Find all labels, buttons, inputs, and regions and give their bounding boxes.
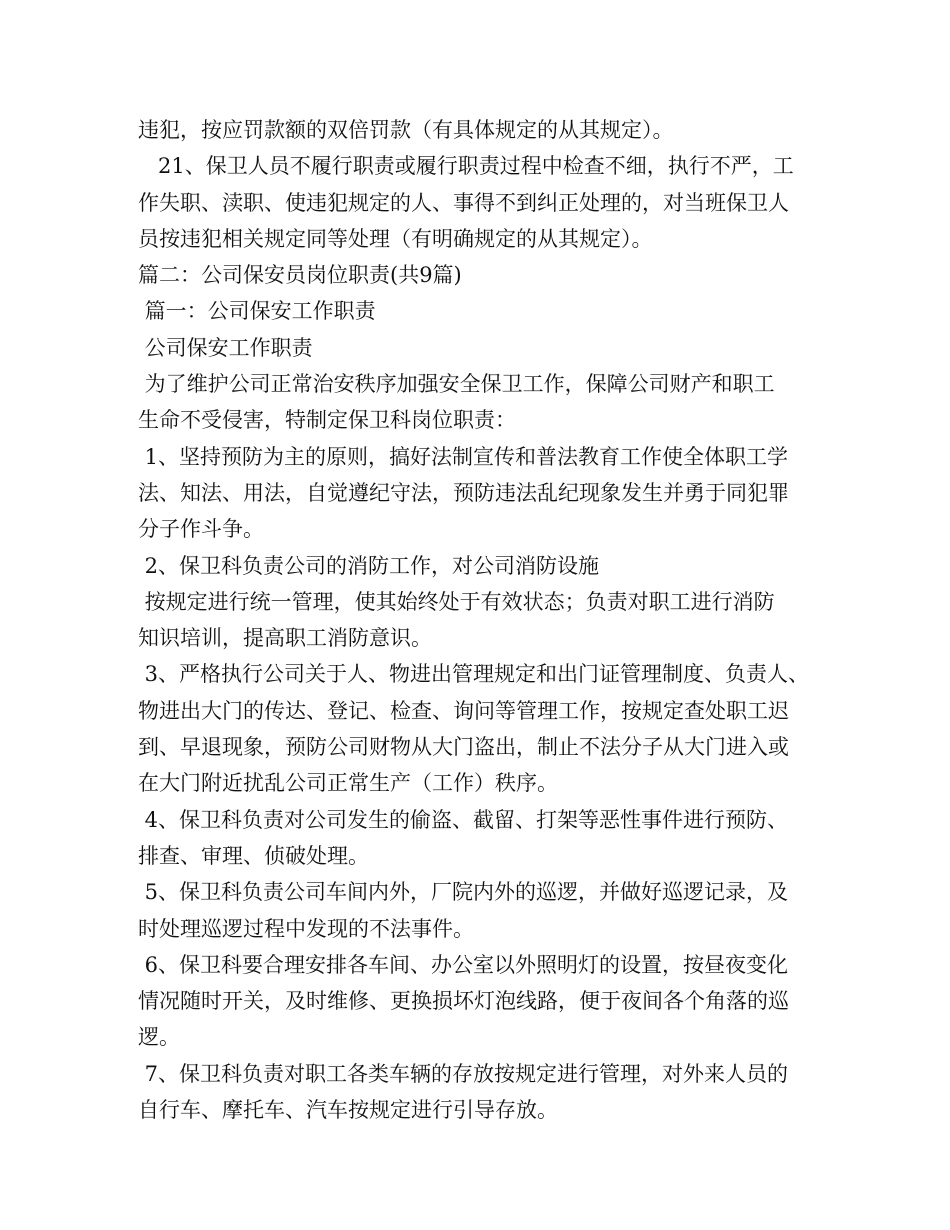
text-line: 时处理巡逻过程中发现的不法事件。 — [138, 916, 474, 941]
section-heading: 篇二：公司保安员岗位职责(共9篇) — [138, 263, 462, 288]
text-line: 员按违犯相关规定同等处理（有明确规定的从其规定）。 — [138, 226, 653, 251]
article-title: 公司保安工作职责 — [138, 335, 313, 360]
subsection-heading: 篇一：公司保安工作职责 — [138, 299, 376, 324]
document-body — [138, 112, 828, 1128]
text-line: 生命不受侵害，特制定保卫科岗位职责： — [138, 408, 516, 433]
text-line: 情况随时开关，及时维修、更换损坏灯泡线路，便于夜间各个角落的巡 — [138, 989, 789, 1014]
text-line: 7、保卫科负责对职工各类车辆的存放按规定进行管理，对外来人员的 — [138, 1061, 789, 1086]
text-line: 1、坚持预防为主的原则，搞好法制宣传和普法教育工作使全体职工学 — [138, 444, 789, 469]
text-line: 4、保卫科负责对公司发生的偷盗、截留、打架等恶性事件进行预防、 — [138, 807, 789, 832]
text-line: 到、早退现象，预防公司财物从大门盗出，制止不法分子从大门进入或 — [138, 735, 789, 760]
text-line: 6、保卫科要合理安排各车间、办公室以外照明灯的设置，按昼夜变化 — [138, 952, 789, 977]
text-line: 排查、审理、侦破处理。 — [138, 843, 369, 868]
text-line: 知识培训，提高职工消防意识。 — [138, 626, 432, 651]
text-line: 违犯，按应罚款额的双倍罚款（有具体规定的从其规定）。 — [138, 118, 674, 142]
text-line: 逻。 — [138, 1025, 180, 1050]
text-line: 按规定进行统一管理，使其始终处于有效状态；负责对职工进行消防 — [138, 589, 775, 614]
text-line: 在大门附近扰乱公司正常生产（工作）秩序。 — [138, 771, 558, 796]
text-line: 自行车、摩托车、汽车按规定进行引导存放。 — [138, 1098, 558, 1123]
text-line: 法、知法、用法，自觉遵纪守法，预防违法乱纪现象发生并勇于同犯罪 — [138, 480, 789, 505]
text-line: 21、保卫人员不履行职责或履行职责过程中检查不细，执行不严，工 — [138, 154, 794, 179]
text-line: 物进出大门的传达、登记、检查、询问等管理工作，按规定查处职工迟 — [138, 698, 789, 723]
text-line: 2、保卫科负责公司的消防工作，对公司消防设施 — [138, 553, 600, 578]
text-line: 为了维护公司正常治安秩序加强安全保卫工作，保障公司财产和职工 — [138, 372, 775, 397]
text-line: 3、严格执行公司关于人、物进出管理规定和出门证管理制度、负责人、 — [138, 662, 810, 687]
text-line: 5、保卫科负责公司车间内外，厂院内外的巡逻，并做好巡逻记录，及 — [138, 880, 789, 905]
text-line: 分子作斗争。 — [138, 517, 264, 542]
text-line: 作失职、渎职、使违犯规定的人、事得不到纠正处理的，对当班保卫人 — [138, 190, 789, 215]
